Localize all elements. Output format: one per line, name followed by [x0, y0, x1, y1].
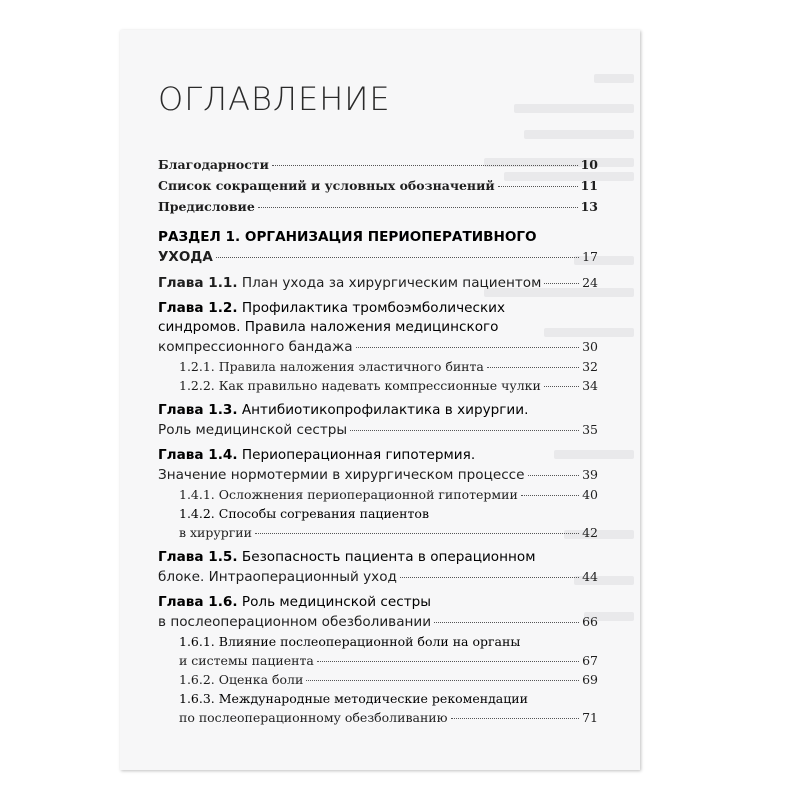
toc-subitem-1-4-1 — [158, 485, 598, 504]
toc-page-number: 34 — [582, 378, 598, 393]
toc-subitem-1-6-2 — [158, 670, 598, 689]
toc-section-line: РАЗДЕЛ 1. ОРГАНИЗАЦИЯ ПЕРИОПЕРАТИВНОГО — [158, 229, 537, 245]
subitem-title-line: 1.4.2. Способы согревания пациентов — [179, 506, 429, 521]
toc-page-number: 11 — [580, 178, 598, 193]
chapter-title-line: Значение нормотермии в хирургическом процессе — [158, 467, 525, 483]
dot-leader — [528, 475, 580, 476]
chapter-title-line: синдромов. Правила наложения медицинского — [158, 319, 499, 335]
chapter-title-line: Роль медицинской сестры — [158, 422, 348, 438]
toc-page-number: 13 — [580, 199, 598, 214]
dot-leader — [487, 367, 579, 368]
chapter-title: План ухода за хирургическим пациентом — [241, 275, 542, 291]
dot-leader — [306, 680, 579, 681]
toc-chapter-1-1 — [158, 273, 598, 293]
page-title: ОГЛАВЛЕНИЕ — [158, 80, 391, 118]
toc-chapter-1-2 — [158, 299, 598, 357]
toc-item-acknowledgements — [158, 157, 598, 178]
toc-page-number: 40 — [582, 487, 598, 502]
subitem-title-line: 1.6.1. Влияние послеоперационной боли на органы — [179, 634, 521, 649]
chapter-title-line: блоке. Интраоперационный уход — [158, 569, 397, 585]
toc-page-number: 44 — [582, 569, 598, 584]
toc-section-line: УХОДА — [158, 249, 213, 265]
chapter-label: Глава 1.4. — [158, 447, 238, 463]
chapter-title-line: в послеоперационном обезболивании — [158, 614, 432, 630]
toc-page-number: 67 — [582, 653, 598, 668]
chapter-title: Профилактика тромбоэмболических — [241, 300, 506, 316]
book-page — [120, 30, 640, 770]
toc-page-number: 71 — [582, 710, 598, 725]
subitem-title: 1.4.1. Осложнения периоперационной гипотермии — [179, 487, 518, 502]
chapter-title: Периоперационная гипотермия. — [241, 447, 476, 463]
chapter-title: Безопасность пациента в операционном — [241, 549, 536, 565]
dot-leader — [350, 430, 579, 431]
toc-item-title: Список сокращений и условных обозначений — [158, 178, 495, 193]
subitem-title: 1.2.2. Как правильно надевать компрессионные чулки — [179, 378, 541, 393]
toc-item-abbreviations — [158, 178, 598, 199]
toc-chapter-1-3 — [158, 401, 598, 440]
dot-leader — [451, 718, 580, 719]
dot-leader — [544, 386, 579, 387]
chapter-label: Глава 1.5. — [158, 549, 238, 565]
toc-page-number: 32 — [582, 359, 598, 374]
subitem-title-line: по послеоперационному обезболиванию — [179, 710, 448, 725]
toc-page-number: 42 — [582, 525, 598, 540]
toc-subitem-1-2-2 — [158, 376, 598, 395]
toc-section-1 — [158, 228, 598, 267]
chapter-title-line: компрессионного бандажа — [158, 339, 353, 355]
dot-leader — [272, 165, 578, 166]
dot-leader — [521, 495, 579, 496]
toc-page-number: 69 — [582, 672, 598, 687]
toc-page-number: 24 — [582, 275, 598, 290]
chapter-label: Глава 1.3. — [158, 402, 238, 418]
chapter-label: Глава 1.1. — [158, 275, 238, 291]
chapter-title: Антибиотикопрофилактика в хирургии. — [241, 402, 529, 418]
toc-page-number: 66 — [582, 614, 598, 629]
dot-leader — [434, 622, 579, 623]
dot-leader — [498, 186, 578, 187]
toc-subitem-1-2-1 — [158, 357, 598, 376]
subitem-title: 1.6.2. Оценка боли — [179, 672, 304, 687]
toc-subitem-1-6-1 — [158, 632, 598, 670]
dot-leader — [255, 533, 579, 534]
toc-chapter-1-4 — [158, 446, 598, 485]
toc-chapter-1-5 — [158, 548, 598, 587]
dot-leader — [356, 347, 580, 348]
subitem-title-line: и системы пациента — [179, 653, 314, 668]
toc-page-number: 30 — [582, 339, 598, 354]
subitem-title: 1.2.1. Правила наложения эластичного бинта — [179, 359, 484, 374]
chapter-label: Глава 1.6. — [158, 594, 238, 610]
toc-page-number: 17 — [582, 249, 598, 264]
toc-subitem-1-4-2 — [158, 504, 598, 542]
subitem-title-line: в хирургии — [179, 525, 252, 540]
toc-item-title: Предисловие — [158, 199, 255, 214]
table-of-contents — [158, 157, 598, 727]
toc-item-preface — [158, 199, 598, 220]
chapter-label: Глава 1.2. — [158, 300, 238, 316]
dot-leader — [400, 577, 579, 578]
toc-item-title: Благодарности — [158, 157, 269, 172]
dot-leader — [258, 207, 578, 208]
toc-page-number: 39 — [582, 467, 598, 482]
dot-leader — [317, 661, 579, 662]
dot-leader — [216, 257, 579, 258]
dot-leader — [544, 283, 579, 284]
toc-page-number: 10 — [580, 157, 598, 172]
subitem-title-line: 1.6.3. Международные методические рекомендации — [179, 691, 528, 706]
toc-page-number: 35 — [582, 422, 598, 437]
toc-chapter-1-6 — [158, 593, 598, 632]
toc-subitem-1-6-3 — [158, 689, 598, 727]
chapter-title: Роль медицинской сестры — [241, 594, 431, 610]
